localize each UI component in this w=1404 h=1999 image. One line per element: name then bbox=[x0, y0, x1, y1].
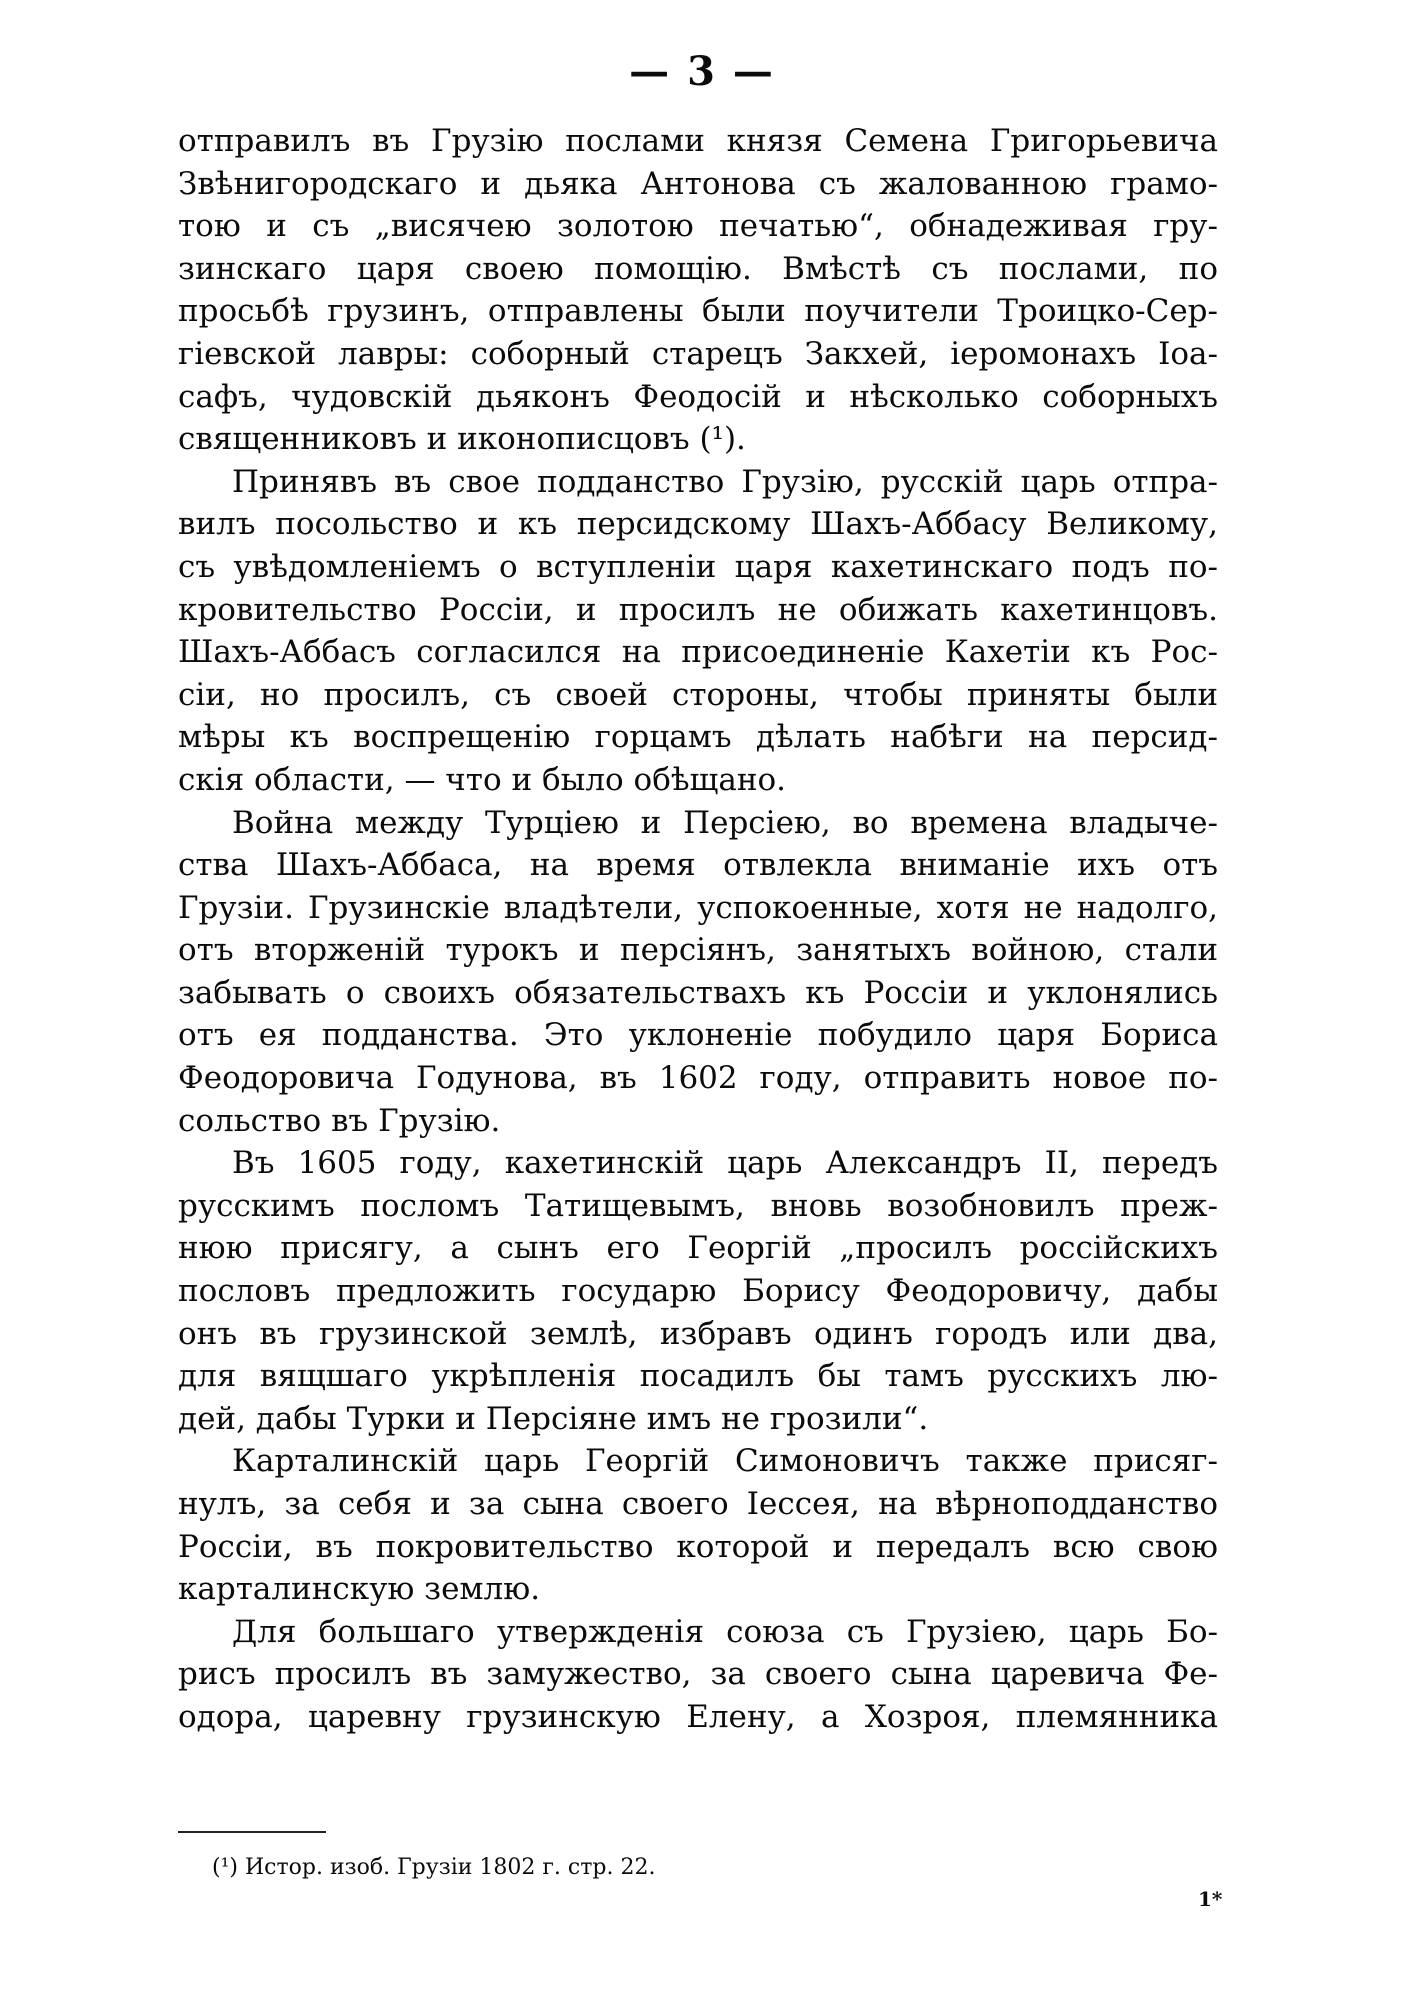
text-line: нюю присягу, а сынъ его Георгій „просилъ россійскихъ bbox=[178, 1230, 1218, 1267]
text-line: пословъ предложить государю Борису Феодоровичу, дабы bbox=[178, 1273, 1218, 1310]
text-line: отправилъ въ Грузію послами князя Семена Григорьевича bbox=[178, 123, 1218, 159]
text-line: Для большаго утвержденія союза съ Грузіею, царь Бо- bbox=[232, 1613, 1218, 1650]
text-line: сафъ, чудовскій дьяконъ Феодосій и нѣсколько соборныхъ bbox=[178, 378, 1218, 415]
footnote: (¹) Истор. изоб. Грузіи 1802 г. стр. 22. bbox=[212, 1855, 656, 1880]
text-line: просьбѣ грузинъ, отправлены были поучители Троицко-Сер- bbox=[178, 293, 1218, 330]
text-line: для вящшаго укрѣпленія посадилъ бы тамъ русскихъ лю- bbox=[178, 1358, 1218, 1395]
text-line: карталинскую землю. bbox=[178, 1571, 541, 1608]
text-line: ства Шахъ-Аббаса, на время отвлекла вниманіе ихъ отъ bbox=[178, 847, 1218, 884]
text-line: Въ 1605 году, кахетинскій царь Александръ II, передъ bbox=[232, 1145, 1218, 1182]
text-line: священниковъ и иконописцовъ (¹). bbox=[178, 421, 746, 458]
text-line: сіи, но просилъ, съ своей стороны, чтобы приняты были bbox=[178, 676, 1218, 713]
text-line: съ увѣдомленіемъ о вступленіи царя кахетинскаго подъ по- bbox=[178, 548, 1218, 585]
text-line: Принявъ въ свое подданство Грузію, русскій царь отпра- bbox=[232, 463, 1218, 500]
text-line: Россіи, въ покровительство которой и передалъ всю свою bbox=[178, 1528, 1218, 1565]
page-number: — 3 — bbox=[629, 48, 775, 95]
text-line: забывать о своихъ обязательствахъ къ Россіи и уклонялись bbox=[178, 974, 1218, 1011]
text-line: отъ вторженій турокъ и персіянъ, занятыхъ войною, стали bbox=[178, 932, 1218, 969]
text-line: Война между Турціею и Персіею, во времена владыче- bbox=[232, 804, 1218, 841]
text-line: мѣры къ воспрещенію горцамъ дѣлать набѣги на персид- bbox=[178, 719, 1218, 756]
text-line: зинскаго царя своею помощію. Вмѣстѣ съ послами, по bbox=[178, 250, 1218, 287]
text-line: Грузіи. Грузинскіе владѣтели, успокоенные, хотя не надолго, bbox=[178, 889, 1218, 926]
text-line: нулъ, за себя и за сына своего Іессея, на вѣрноподданство bbox=[178, 1486, 1218, 1522]
text-line: тою и съ „висячею золотою печатью“, обнадеживая гру- bbox=[178, 208, 1218, 245]
text-line: рисъ просилъ въ замужество, за своего сына царевича Фе- bbox=[178, 1656, 1218, 1693]
text-line: Карталинскій царь Георгій Симоновичъ также присяг- bbox=[232, 1443, 1218, 1480]
text-line: дей, дабы Турки и Персіяне имъ не грозили“. bbox=[178, 1400, 929, 1437]
text-line: Феодоровича Годунова, въ 1602 году, отправить новое по- bbox=[178, 1060, 1218, 1097]
text-line: кровительство Россіи, и просилъ не обижать кахетинцовъ. bbox=[178, 591, 1218, 628]
text-line: скія области, — что и было обѣщано. bbox=[178, 761, 787, 798]
text-line: Шахъ-Аббасъ согласился на присоединеніе Кахетіи къ Рос- bbox=[178, 634, 1218, 671]
body-text bbox=[178, 120, 1218, 1739]
text-line: сольство въ Грузію. bbox=[178, 1102, 501, 1139]
footnote-divider bbox=[178, 1831, 326, 1833]
text-line: гіевской лавры: соборный старецъ Закхей, іеромонахъ Іоа- bbox=[178, 335, 1218, 372]
text-line: Звѣнигородскаго и дьяка Антонова съ жалованною грамо- bbox=[178, 165, 1218, 202]
text-line: онъ въ грузинской землѣ, избравъ одинъ городъ или два, bbox=[178, 1315, 1218, 1352]
text-line: одора, царевну грузинскую Елену, а Хозроя, племянника bbox=[178, 1698, 1218, 1735]
text-line: вилъ посольство и къ персидскому Шахъ-Аббасу Великому, bbox=[178, 506, 1218, 543]
signature-mark: 1* bbox=[1198, 1887, 1223, 1911]
text-line: отъ ея подданства. Это уклоненіе побудило царя Бориса bbox=[178, 1017, 1218, 1054]
text-line: русскимъ посломъ Татищевымъ, вновь возобновилъ преж- bbox=[178, 1187, 1218, 1224]
